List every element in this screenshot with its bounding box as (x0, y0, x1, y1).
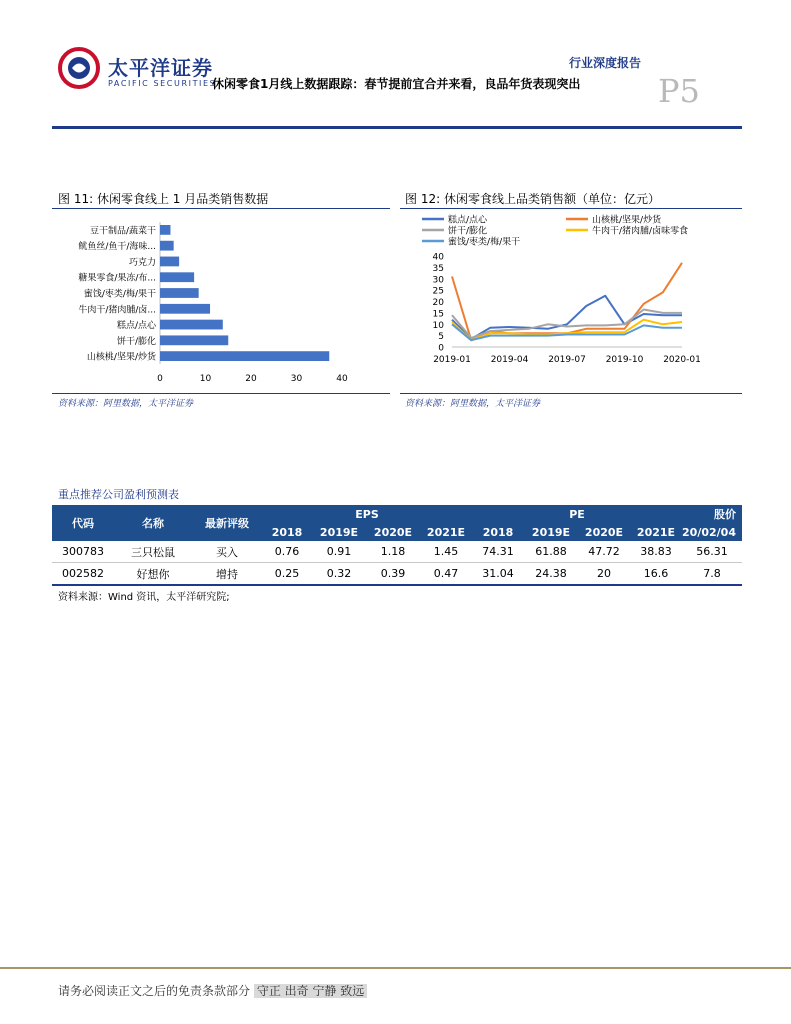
table-source: 资料来源：Wind 资讯，太平洋研究院; (58, 592, 230, 603)
report-title: 休闲零食1月线上数据跟踪：春节提前宜合并来看，良品年货表现突出 (212, 77, 581, 91)
header-divider (52, 126, 742, 129)
cell-eps: 0.25 (262, 563, 312, 586)
company-logo-icon (58, 47, 100, 89)
category-label: 豆干制品/蔬菜干 (89, 226, 156, 237)
category-label: 山核桃/坚果/炒货 (86, 352, 156, 363)
header-pe-year: 2020E (578, 523, 630, 541)
figure12-title: 图 12: 休闲零食线上品类销售额（单位：亿元） (405, 192, 660, 206)
header-eps-year: 2019E (312, 523, 366, 541)
y-tick-label: 25 (432, 286, 444, 297)
header-name: 名称 (114, 505, 192, 541)
cell-name: 好想你 (114, 563, 192, 586)
header-pe-year: 2018 (472, 523, 524, 541)
bar (160, 272, 194, 282)
legend-label: 饼干/膨化 (448, 226, 488, 237)
cell-eps: 0.39 (366, 563, 420, 586)
cell-eps: 1.18 (366, 541, 420, 563)
y-tick-label: 15 (432, 309, 444, 320)
legend-label: 蜜饯/枣类/梅/果干 (448, 237, 521, 248)
bar (160, 225, 170, 235)
cell-name: 三只松鼠 (114, 541, 192, 563)
y-tick-label: 10 (432, 320, 444, 331)
report-type: 行业深度报告 (568, 56, 641, 70)
header-pe: PE (472, 505, 682, 523)
x-tick-label: 2020-01 (663, 355, 701, 365)
bar (160, 241, 174, 251)
figure11-bottom-rule (52, 393, 390, 394)
y-tick-label: 0 (438, 343, 444, 354)
figure11-title-rule (52, 208, 390, 209)
header-price-date: 20/02/04 (682, 523, 742, 541)
footer (58, 982, 367, 999)
cell-pe: 74.31 (472, 541, 524, 563)
bar (160, 335, 228, 345)
header-code: 代码 (52, 505, 114, 541)
x-tick-label: 20 (245, 374, 257, 384)
x-tick-label: 2019-04 (490, 355, 529, 365)
bar (160, 288, 199, 298)
footer-divider (0, 967, 791, 969)
figure12-line-chart (400, 212, 742, 392)
figure11-bar-chart (52, 214, 392, 392)
cell-eps: 1.45 (420, 541, 472, 563)
cell-price: 56.31 (682, 541, 742, 563)
y-tick-label: 20 (432, 298, 444, 308)
category-label: 巧克力 (128, 257, 156, 268)
figure11-title: 图 11: 休闲零食线上 1 月品类销售数据 (58, 192, 269, 206)
y-tick-label: 30 (432, 275, 444, 286)
bar (160, 351, 329, 361)
table-row (52, 563, 742, 586)
x-tick-label: 2019-01 (433, 355, 471, 365)
header-eps-year: 2018 (262, 523, 312, 541)
cell-code: 300783 (52, 541, 114, 563)
legend-label: 山核桃/坚果/炒货 (592, 215, 662, 226)
cell-rating: 增持 (192, 563, 262, 586)
cell-pe: 20 (578, 563, 630, 586)
x-tick-label: 2019-07 (548, 355, 586, 365)
header-rating: 最新评级 (192, 505, 262, 541)
page-number: P5 (658, 72, 700, 110)
legend-label: 牛肉干/猪肉脯/卤味零食 (592, 226, 689, 237)
logo-text-cn: 太平洋证券 (108, 56, 213, 80)
y-tick-label: 35 (432, 263, 444, 274)
cell-eps: 0.91 (312, 541, 366, 563)
x-tick-label: 30 (290, 374, 303, 384)
footer-motto: 守正 出奇 宁静 致远 (254, 984, 367, 998)
figure11-source: 资料来源：阿里数据，太平洋证券 (58, 399, 194, 409)
x-tick-label: 0 (157, 374, 163, 384)
logo-text-en: PACIFIC SECURITIES (108, 79, 217, 88)
cell-pe: 31.04 (472, 563, 524, 586)
bar (160, 257, 179, 267)
bar (160, 320, 223, 330)
x-tick-label: 2019-10 (605, 355, 644, 365)
x-tick-label: 10 (199, 374, 212, 384)
figure12-title-rule (400, 208, 742, 209)
header-pe-year: 2019E (524, 523, 578, 541)
table-row (52, 541, 742, 563)
cell-price: 7.8 (682, 563, 742, 586)
figure12-bottom-rule (400, 393, 742, 394)
bar (160, 304, 210, 314)
category-label: 糖果零食/果冻/布... (78, 273, 156, 284)
header-price: 股价 (682, 505, 742, 523)
y-tick-label: 5 (438, 332, 444, 343)
y-tick-label: 40 (432, 252, 444, 263)
category-label: 糕点/点心 (116, 321, 156, 332)
cell-pe: 24.38 (524, 563, 578, 586)
category-label: 牛肉干/猪肉脯/卤... (78, 305, 156, 316)
header-eps-year: 2021E (420, 523, 472, 541)
cell-pe: 61.88 (524, 541, 578, 563)
cell-pe: 47.72 (578, 541, 630, 563)
header-eps: EPS (262, 505, 472, 523)
header-pe-year: 2021E (630, 523, 682, 541)
header-eps-year: 2020E (366, 523, 420, 541)
figure12-source: 资料来源：阿里数据，太平洋证券 (405, 399, 541, 409)
x-tick-label: 40 (336, 374, 348, 384)
cell-pe: 16.6 (630, 563, 682, 586)
category-label: 蜜饯/枣类/梅/果干 (83, 289, 156, 300)
cell-pe: 38.83 (630, 541, 682, 563)
category-label: 鱿鱼丝/鱼干/海味... (78, 242, 156, 253)
earnings-forecast-table (52, 505, 742, 586)
cell-code: 002582 (52, 563, 114, 586)
cell-eps: 0.47 (420, 563, 472, 586)
earnings-table-title: 重点推荐公司盈利预测表 (58, 488, 179, 501)
cell-eps: 0.76 (262, 541, 312, 563)
series-line (452, 263, 682, 340)
cell-rating: 买入 (192, 541, 262, 563)
category-label: 饼干/膨化 (116, 336, 156, 347)
footer-disclaimer: 请务必阅读正文之后的免责条款部分 (58, 984, 251, 998)
cell-eps: 0.32 (312, 563, 366, 586)
legend-label: 糕点/点心 (448, 215, 488, 226)
